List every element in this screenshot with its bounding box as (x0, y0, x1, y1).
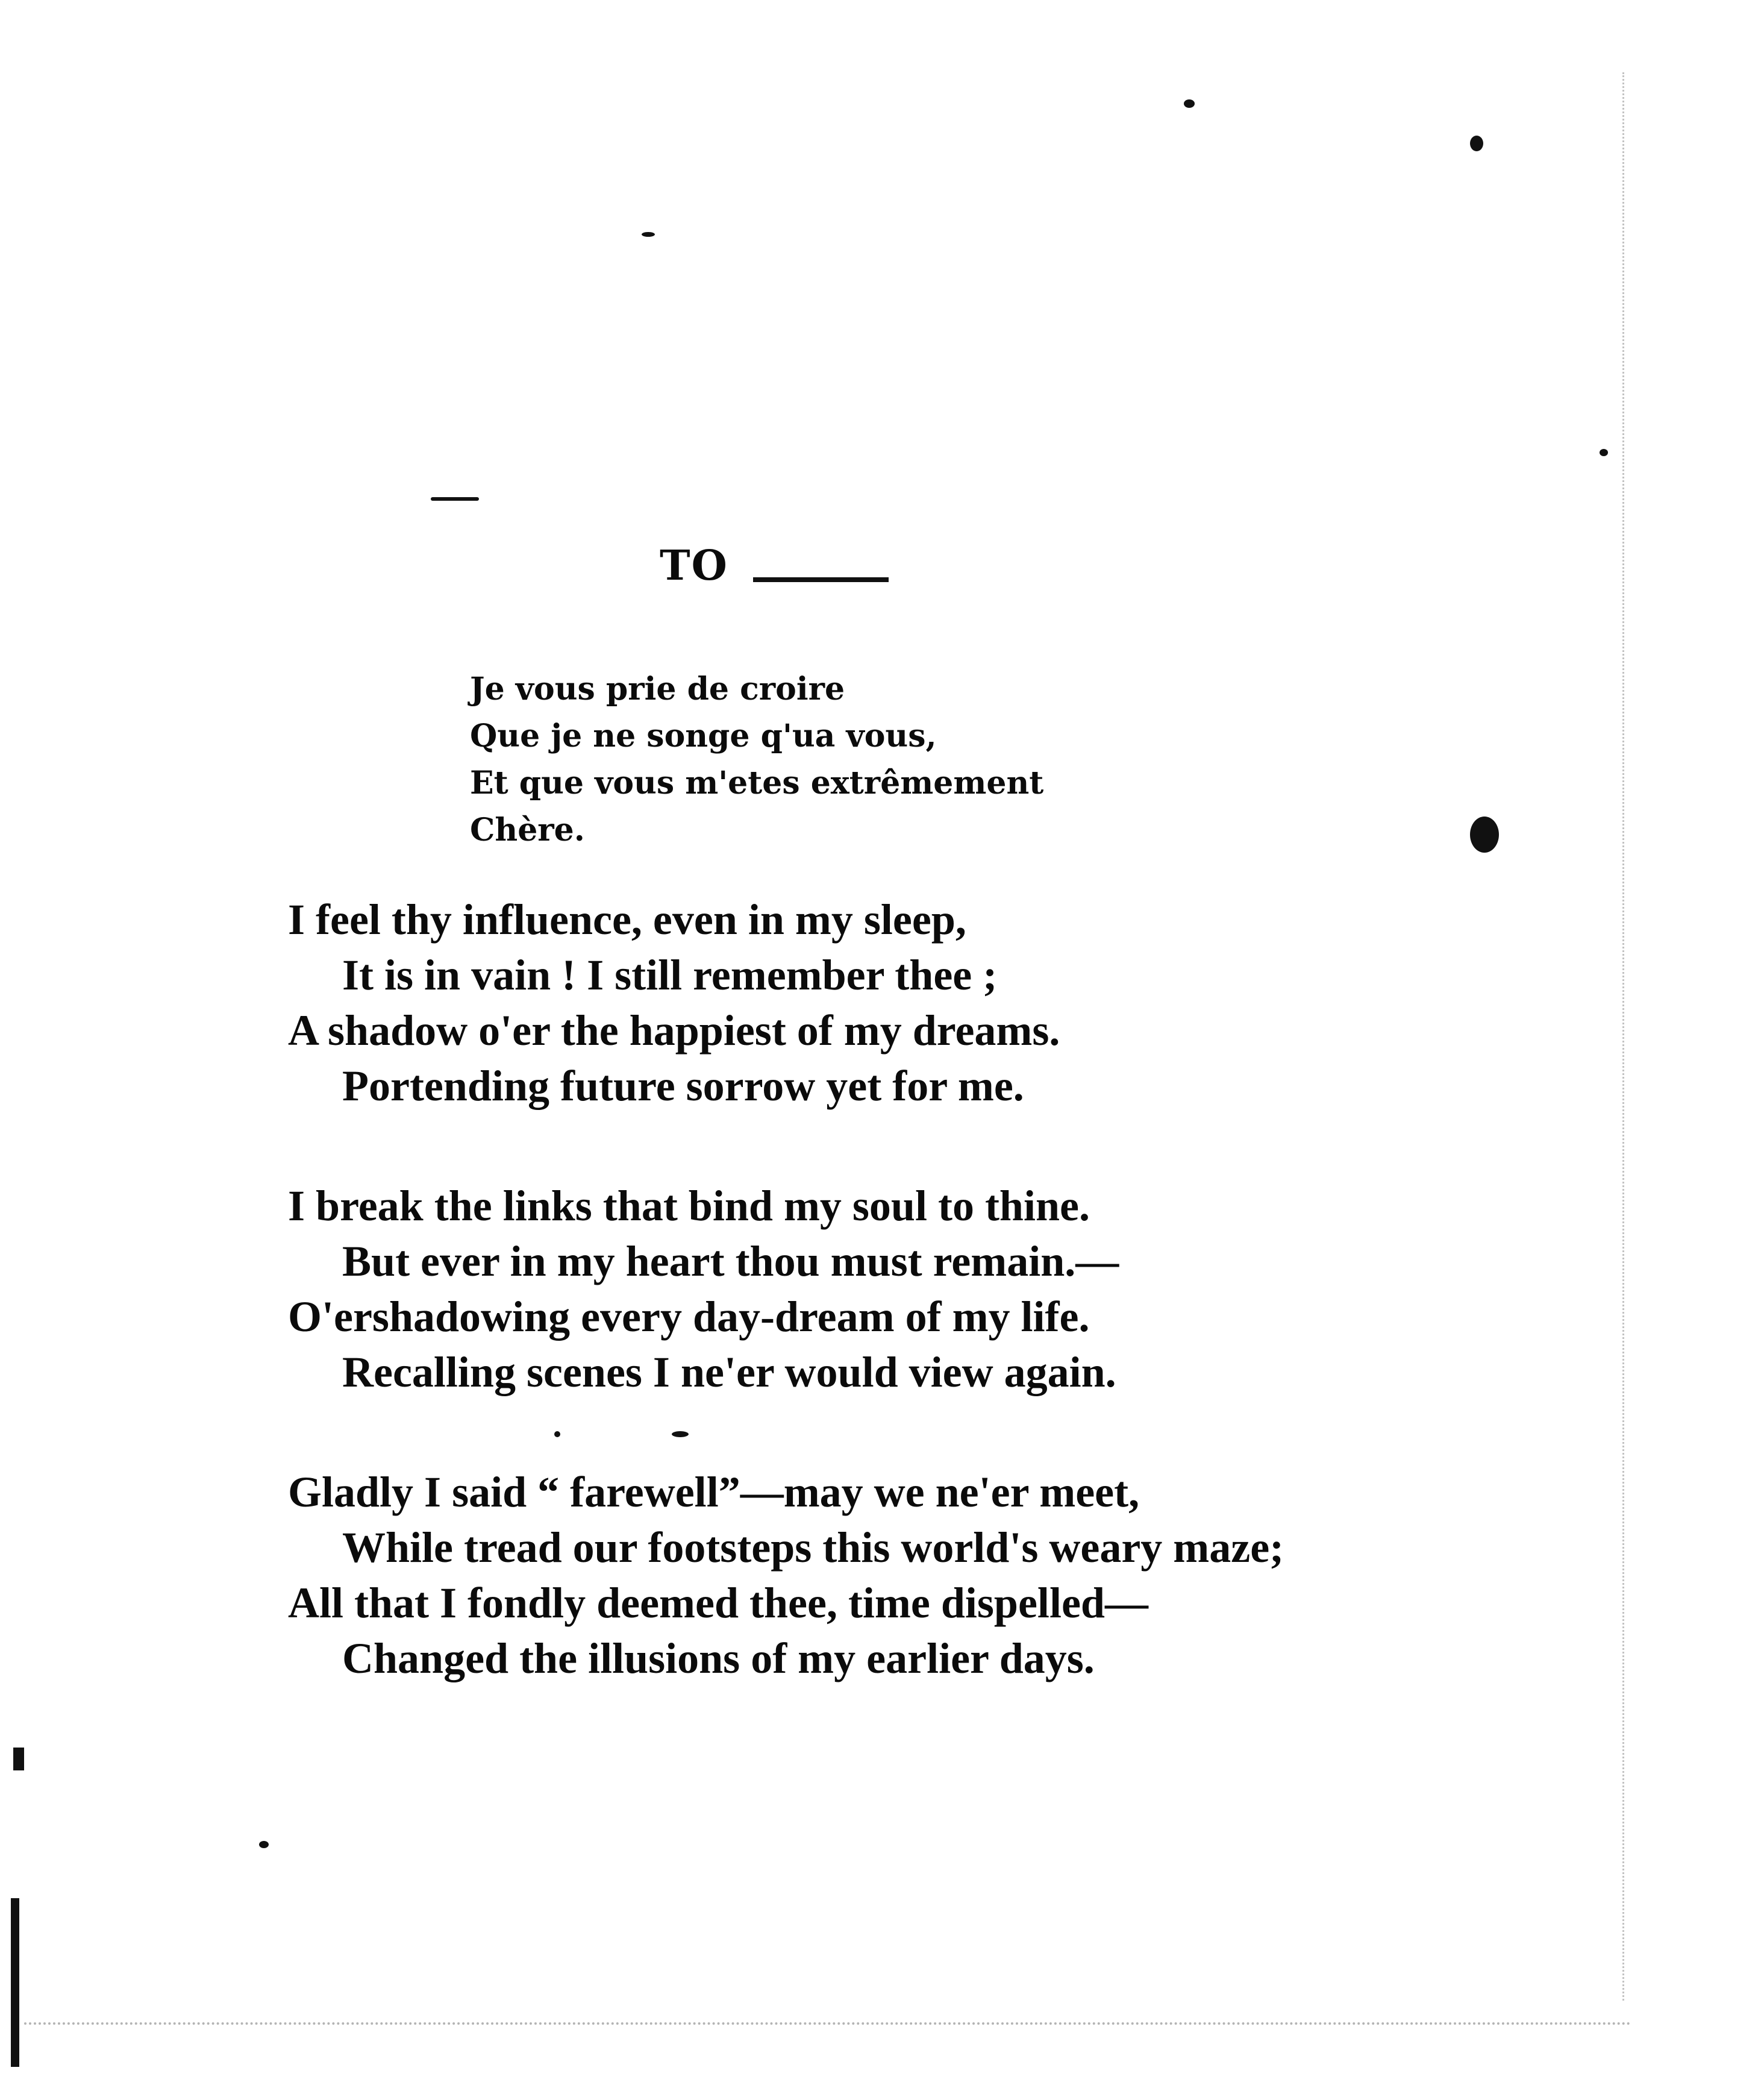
stanza-2 (288, 1178, 1119, 1400)
epigraph-line: Je vous prie de croire (470, 671, 845, 707)
verse-line: All that I fondly deemed thee, time dispelled— (288, 1579, 1148, 1627)
verse-line: But ever in my heart thou must remain.— (342, 1237, 1119, 1285)
title-dash (753, 577, 889, 582)
verse-line: Recalling scenes I ne'er would view again. (342, 1348, 1116, 1396)
ink-speck (259, 1841, 269, 1848)
poem-title: TO (660, 542, 728, 590)
verse-line: Gladly I said “ farewell”—may we ne'er meet, (288, 1468, 1140, 1516)
verse-line: I feel thy influence, even in my sleep, (288, 895, 966, 944)
ink-speck (1600, 449, 1608, 456)
bottom-edge-noise (24, 2022, 1631, 2091)
epigraph-line: Chère. (470, 812, 585, 848)
page-edge-noise (1622, 72, 1628, 2001)
verse-line: While tread our footsteps this world's weary maze; (342, 1523, 1284, 1572)
stanza-3 (288, 1464, 1284, 1686)
left-edge-speck (13, 1748, 24, 1770)
verse-line: It is in vain ! I still remember thee ; (342, 951, 998, 999)
ink-speck (672, 1431, 689, 1437)
ink-speck (431, 497, 479, 501)
verse-line: A shadow o'er the happiest of my dreams. (288, 1006, 1060, 1055)
ink-speck (1470, 136, 1483, 151)
stanza-1 (288, 892, 1060, 1114)
verse-line: I break the links that bind my soul to thine. (288, 1182, 1090, 1230)
verse-line: Portending future sorrow yet for me. (342, 1062, 1024, 1110)
verse-line: O'ershadowing every day-dream of my life. (288, 1293, 1090, 1341)
epigraph-line: Et que vous m'etes extrêmement (470, 765, 1044, 801)
ink-speck (1184, 99, 1195, 108)
left-edge-mark (11, 1898, 19, 2067)
epigraph (470, 666, 1043, 854)
epigraph-line: Que je ne songe q'ua vous, (470, 718, 937, 754)
ink-speck (554, 1431, 560, 1437)
ink-speck (642, 232, 655, 237)
ink-speck (1470, 817, 1499, 853)
verse-line: Changed the illusions of my earlier days. (342, 1634, 1095, 1682)
